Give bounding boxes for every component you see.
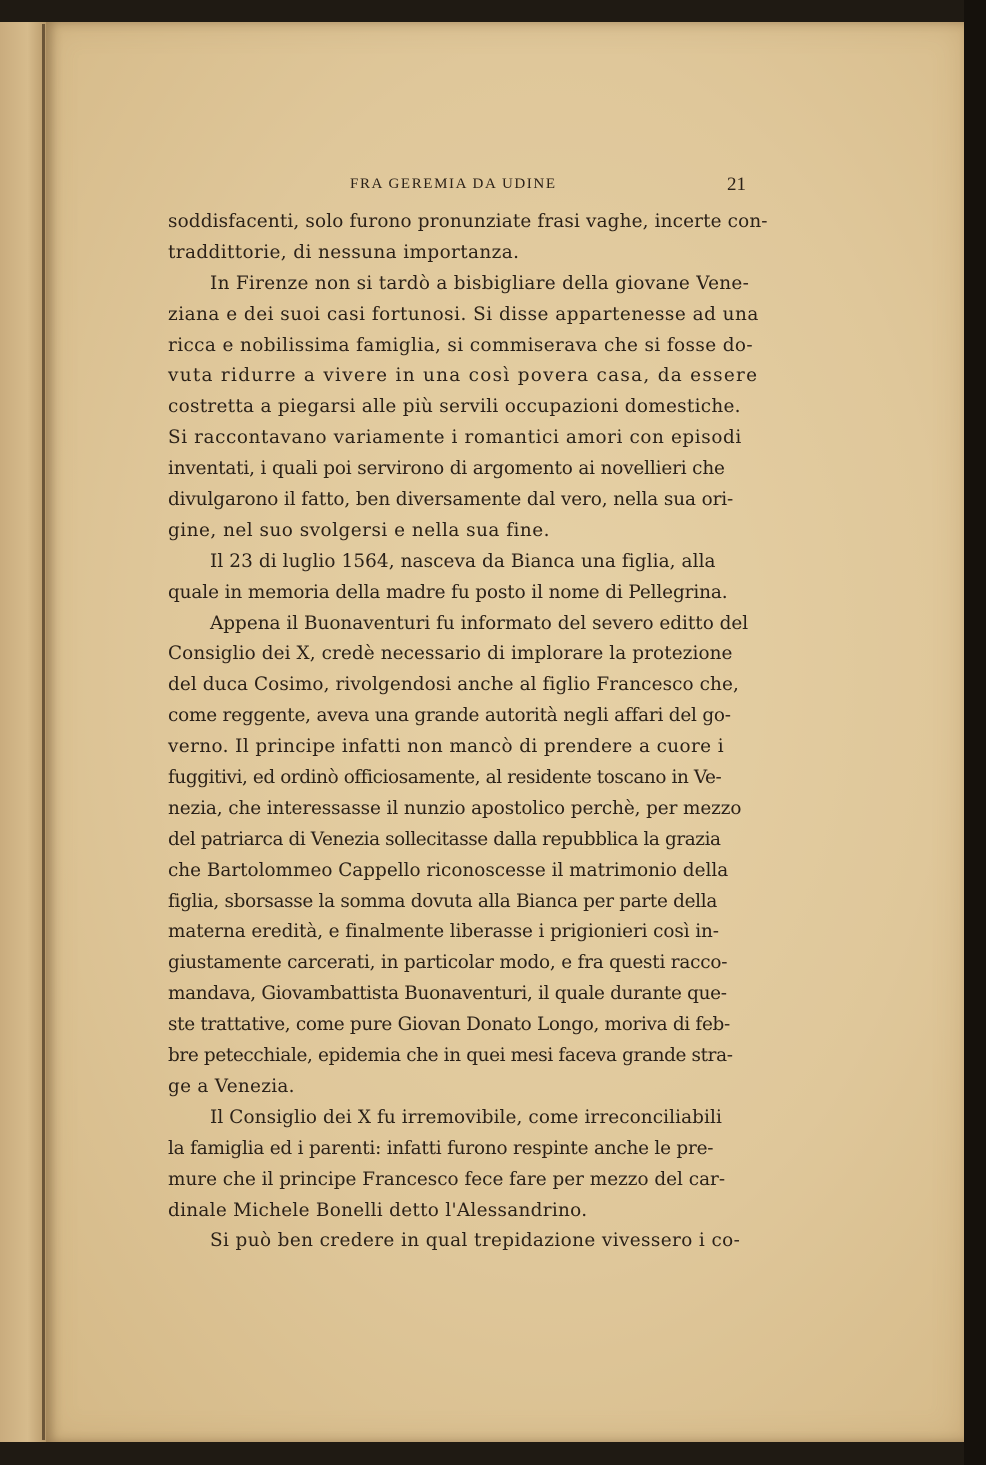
- text-line: giustamente carcerati, in particolar modo, e fra questi racco-: [168, 952, 728, 974]
- text-line: costretta a piegarsi alle più servili occupazioni domestiche.: [168, 396, 741, 418]
- text-line: che Bartolommeo Cappello riconoscesse il matrimonio della: [168, 859, 729, 881]
- text-line: traddittorie, di nessuna importanza.: [168, 241, 520, 263]
- text-line: divulgarono il fatto, ben diversamente dal vero, nella sua ori-: [168, 489, 734, 511]
- text-line: inventati, i quali poi servirono di argomento ai novellieri che: [168, 458, 725, 480]
- text-line: ziana e dei suoi casi fortunosi. Si disse appartenesse ad una: [168, 303, 759, 325]
- text-line: gine, nel suo svolgersi e nella sua fine.: [168, 519, 551, 541]
- facing-page-edge: [0, 22, 46, 1442]
- text-line: soddisfacenti, solo furono pronunziate frasi vaghe, incerte con-: [168, 211, 768, 232]
- text-line: ricca e nobilissima famiglia, si commiserava che si fosse do-: [168, 334, 753, 356]
- text-line: Si raccontavano variamente i romantici amori con episodi: [168, 427, 742, 449]
- text-line: fuggitivi, ed ordinò officiosamente, al residente toscano in Ve-: [168, 767, 722, 789]
- text-line: In Firenze non si tardò a bisbigliare della giovane Vene-: [210, 272, 750, 294]
- scan-background: [964, 0, 986, 1465]
- binding-gutter: [42, 24, 45, 1440]
- page-header: [170, 174, 746, 198]
- text-line: come reggente, aveva una grande autorità negli affari del go-: [168, 705, 731, 727]
- running-title: FRA GEREMIA DA UDINE: [350, 176, 557, 192]
- text-line: ge a Venezia.: [168, 1075, 295, 1097]
- text-line: vuta ridurre a vivere in una così povera casa, da essere: [168, 365, 759, 387]
- text-line: nezia, che interessasse il nunzio apostolico perchè, per mezzo: [168, 797, 742, 819]
- text-line: Appena il Buonaventuri fu informato del severo editto del: [210, 612, 749, 634]
- text-line: Consiglio dei X, credè necessario di implorare la protezione: [168, 643, 733, 665]
- text-line: verno. Il principe infatti non mancò di prendere a cuore i: [168, 736, 724, 758]
- text-line: mure che il principe Francesco fece fare per mezzo del car-: [168, 1168, 726, 1190]
- text-line: figlia, sborsasse la somma dovuta alla Bianca per parte della: [168, 890, 718, 912]
- text-line: dinale Michele Bonelli detto l'Alessandrino.: [168, 1199, 588, 1221]
- page-number: 21: [727, 174, 746, 195]
- text-line: ste trattative, come pure Giovan Donato Longo, moriva di feb-: [168, 1014, 730, 1036]
- text-line: del duca Cosimo, rivolgendosi anche al figlio Francesco che,: [168, 674, 739, 696]
- text-line: bre petecchiale, epidemia che in quei mesi faceva grande stra-: [168, 1045, 733, 1067]
- text-line: Il Consiglio dei X fu irremovibile, come irreconciliabili: [210, 1106, 722, 1128]
- text-line: Si può ben credere in qual trepidazione vivessero i co-: [210, 1230, 741, 1252]
- text-line: quale in memoria della madre fu posto il nome di Pellegrina.: [168, 581, 728, 603]
- text-line: la famiglia ed i parenti: infatti furono respinte anche le pre-: [168, 1137, 714, 1159]
- text-line: Il 23 di luglio 1564, nasceva da Bianca una figlia, alla: [210, 550, 716, 572]
- text-line: mandava, Giovambattista Buonaventuri, il quale durante que-: [168, 983, 727, 1005]
- text-line: del patriarca di Venezia sollecitasse dalla repubblica la grazia: [168, 828, 721, 850]
- body-text: [168, 207, 768, 1257]
- text-line: materna eredità, e finalmente liberasse i prigionieri così in-: [168, 921, 719, 943]
